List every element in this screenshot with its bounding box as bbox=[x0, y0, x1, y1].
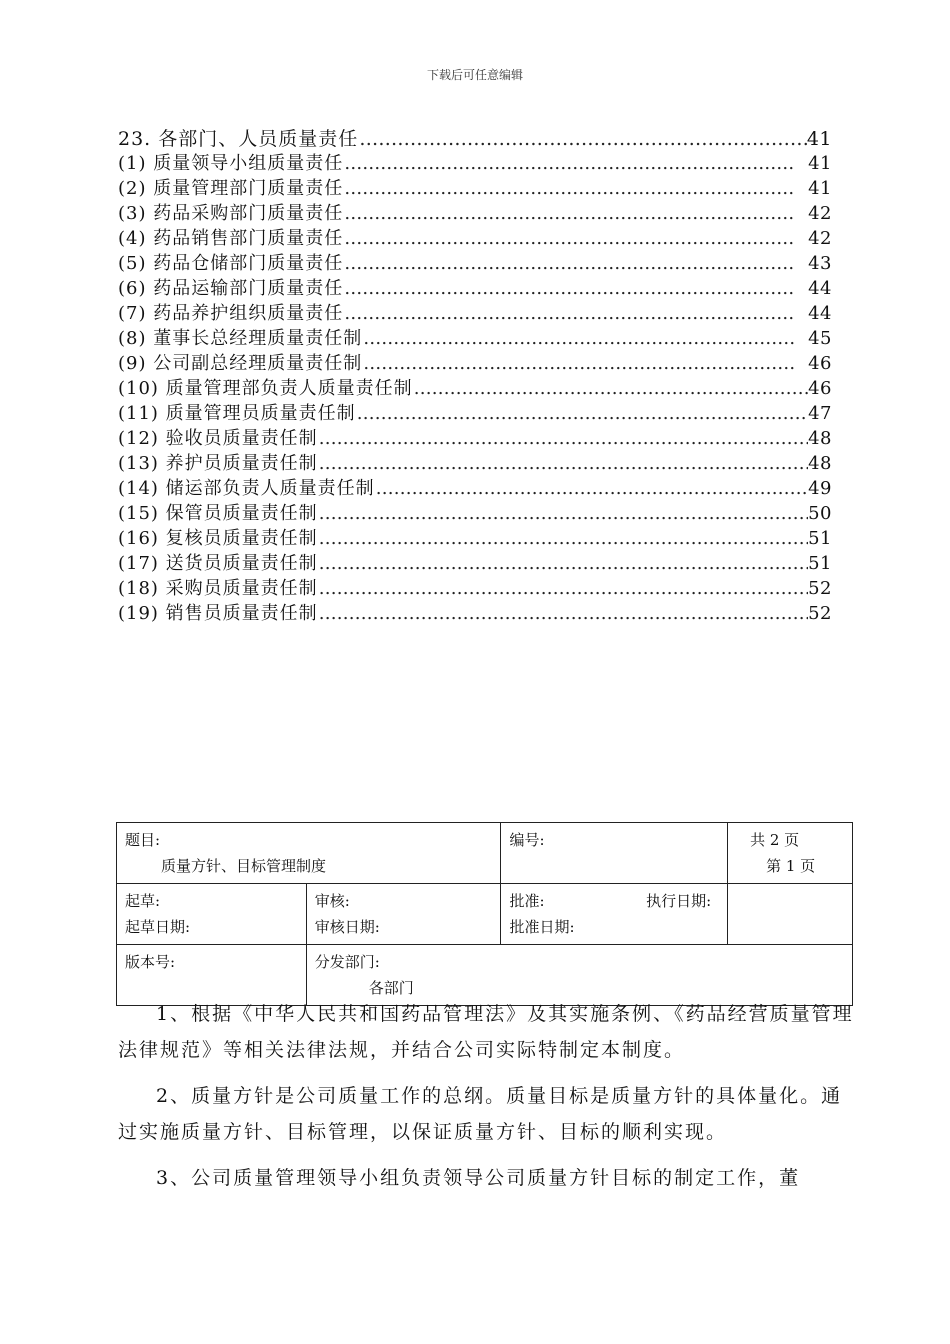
toc-leader-dots bbox=[343, 153, 794, 174]
toc-entry-title: (10) 质量管理部负责人质量责任制 bbox=[118, 378, 413, 399]
table-row bbox=[117, 823, 853, 884]
toc-entry-page: 44 bbox=[808, 303, 832, 324]
toc-entry-page: 48 bbox=[808, 428, 832, 449]
toc-entry[interactable] bbox=[118, 349, 832, 374]
toc-entry-title: (19) 销售员质量责任制 bbox=[118, 603, 318, 624]
toc-leader-dots bbox=[343, 253, 794, 274]
toc-leader-dots bbox=[343, 303, 794, 324]
version-label: 版本号: bbox=[125, 953, 176, 971]
approve-date-label: 批准日期: bbox=[509, 918, 575, 936]
exec-date-cell bbox=[646, 884, 853, 945]
toc-entry[interactable] bbox=[118, 124, 832, 149]
toc-entry-title: (13) 养护员质量责任制 bbox=[118, 453, 318, 474]
draft-label: 起草: bbox=[125, 892, 161, 910]
toc-entry-page: 43 bbox=[808, 253, 832, 274]
toc-entry-page: 41 bbox=[808, 153, 832, 174]
toc-entry-page: 50 bbox=[808, 503, 832, 524]
toc-entry-page: 52 bbox=[808, 603, 832, 624]
toc-entry[interactable] bbox=[118, 424, 832, 449]
toc-leader-dots bbox=[362, 353, 794, 374]
toc-entry-page: 45 bbox=[808, 328, 832, 349]
review-cell bbox=[306, 884, 501, 945]
toc-entry-page: 42 bbox=[808, 228, 832, 249]
paragraph: 1、根据《中华人民共和国药品管理法》及其实施条例、《药品经营质量管理法律规范》等相关法律法规，并结合公司实际特制定本制度。 bbox=[118, 1003, 854, 1061]
draft-cell bbox=[117, 884, 307, 945]
toc-entry-title: (12) 验收员质量责任制 bbox=[118, 428, 318, 449]
draft-date-label: 起草日期: bbox=[125, 918, 191, 936]
toc-leader-dots bbox=[343, 278, 794, 299]
paragraph: 2、质量方针是公司质量工作的总纲。质量目标是质量方针的具体量化。通过实施质量方针、目标管理，以保证质量方针、目标的顺利实现。 bbox=[118, 1085, 843, 1143]
toc-entry[interactable] bbox=[118, 374, 832, 399]
approve-label: 批准: bbox=[509, 892, 545, 910]
toc-entry[interactable] bbox=[118, 299, 832, 324]
toc-entry[interactable] bbox=[118, 499, 832, 524]
toc-entry-title: (16) 复核员质量责任制 bbox=[118, 528, 318, 549]
topic-cell bbox=[117, 823, 501, 884]
topic-value: 质量方针、目标管理制度 bbox=[161, 857, 327, 875]
toc-leader-dots bbox=[318, 453, 808, 474]
toc-entry-page: 51 bbox=[808, 528, 832, 549]
toc-leader-dots bbox=[343, 178, 794, 199]
toc-entry-title: 23. 各部门、人员质量责任 bbox=[118, 128, 359, 149]
toc-leader-dots bbox=[356, 403, 808, 424]
toc-entry-page: 46 bbox=[808, 353, 832, 374]
topic-label: 题目: bbox=[125, 831, 161, 849]
toc-entry-title: (1) 质量领导小组质量责任 bbox=[118, 153, 344, 174]
toc-entry-page: 51 bbox=[808, 553, 832, 574]
toc-entry[interactable] bbox=[118, 199, 832, 224]
toc-leader-dots bbox=[413, 378, 808, 399]
toc-entry-title: (8) 董事长总经理质量责任制 bbox=[118, 328, 363, 349]
toc-entry[interactable] bbox=[118, 574, 832, 599]
toc-entry[interactable] bbox=[118, 399, 832, 424]
toc-leader-dots bbox=[318, 428, 808, 449]
toc-leader-dots bbox=[318, 603, 808, 624]
toc-entry-title: (15) 保管员质量责任制 bbox=[118, 503, 318, 524]
toc-leader-dots bbox=[318, 528, 808, 549]
toc-entry-page: 42 bbox=[808, 203, 832, 224]
toc-entry[interactable] bbox=[118, 174, 832, 199]
toc-leader-dots bbox=[343, 228, 794, 249]
number-cell bbox=[501, 823, 728, 884]
toc-entry-page: 46 bbox=[808, 378, 832, 399]
toc-entry-title: (4) 药品销售部门质量责任 bbox=[118, 228, 344, 249]
review-label: 审核: bbox=[314, 892, 350, 910]
table-row bbox=[117, 884, 853, 945]
toc-entry[interactable] bbox=[118, 449, 832, 474]
toc-entry-title: (5) 药品仓储部门质量责任 bbox=[118, 253, 344, 274]
document-control-table bbox=[116, 822, 853, 1006]
distribution-value: 各部门 bbox=[368, 979, 414, 997]
page-number: 第 1 页 bbox=[766, 857, 816, 875]
toc-entry-title: (11) 质量管理员质量责任制 bbox=[118, 403, 356, 424]
toc-leader-dots bbox=[362, 328, 794, 349]
toc-entry[interactable] bbox=[118, 549, 832, 574]
table-of-contents bbox=[118, 124, 832, 624]
paragraph: 3、公司质量管理领导小组负责领导公司质量方针目标的制定工作，董 bbox=[156, 1167, 801, 1189]
header-note: 下载后可任意编辑 bbox=[426, 68, 523, 82]
toc-entry-page: 44 bbox=[808, 278, 832, 299]
toc-entry[interactable] bbox=[118, 524, 832, 549]
toc-entry-page: 41 bbox=[808, 178, 832, 199]
distribution-label: 分发部门: bbox=[314, 953, 380, 971]
toc-entry[interactable] bbox=[118, 149, 832, 174]
toc-entry-title: (6) 药品运输部门质量责任 bbox=[118, 278, 344, 299]
toc-entry-title: (17) 送货员质量责任制 bbox=[118, 553, 318, 574]
toc-entry[interactable] bbox=[118, 599, 832, 624]
toc-entry-title: (14) 储运部负责人质量责任制 bbox=[118, 478, 375, 499]
toc-entry-title: (3) 药品采购部门质量责任 bbox=[118, 203, 344, 224]
toc-leader-dots bbox=[318, 503, 808, 524]
toc-entry[interactable] bbox=[118, 274, 832, 299]
toc-leader-dots bbox=[358, 128, 807, 149]
toc-entry-title: (18) 采购员质量责任制 bbox=[118, 578, 318, 599]
toc-leader-dots bbox=[318, 553, 808, 574]
toc-entry-page: 41 bbox=[806, 128, 832, 149]
toc-entry-page: 47 bbox=[808, 403, 832, 424]
toc-leader-dots bbox=[375, 478, 808, 499]
toc-entry[interactable] bbox=[118, 474, 832, 499]
toc-entry[interactable] bbox=[118, 324, 832, 349]
toc-leader-dots bbox=[343, 203, 794, 224]
page-info-cell bbox=[728, 823, 853, 884]
policy-body bbox=[118, 996, 858, 1206]
toc-leader-dots bbox=[318, 578, 808, 599]
exec-date-label: 执行日期: bbox=[646, 892, 712, 910]
toc-entry-page: 48 bbox=[808, 453, 832, 474]
review-date-label: 审核日期: bbox=[314, 918, 380, 936]
toc-entry-page: 52 bbox=[808, 578, 832, 599]
toc-entry-page: 49 bbox=[808, 478, 832, 499]
toc-entry[interactable] bbox=[118, 249, 832, 274]
number-label: 编号: bbox=[509, 831, 545, 849]
toc-entry-title: (2) 质量管理部门质量责任 bbox=[118, 178, 344, 199]
toc-entry-title: (9) 公司副总经理质量责任制 bbox=[118, 353, 363, 374]
total-pages: 共 2 页 bbox=[750, 831, 800, 849]
toc-entry-title: (7) 药品养护组织质量责任 bbox=[118, 303, 344, 324]
toc-entry[interactable] bbox=[118, 224, 832, 249]
